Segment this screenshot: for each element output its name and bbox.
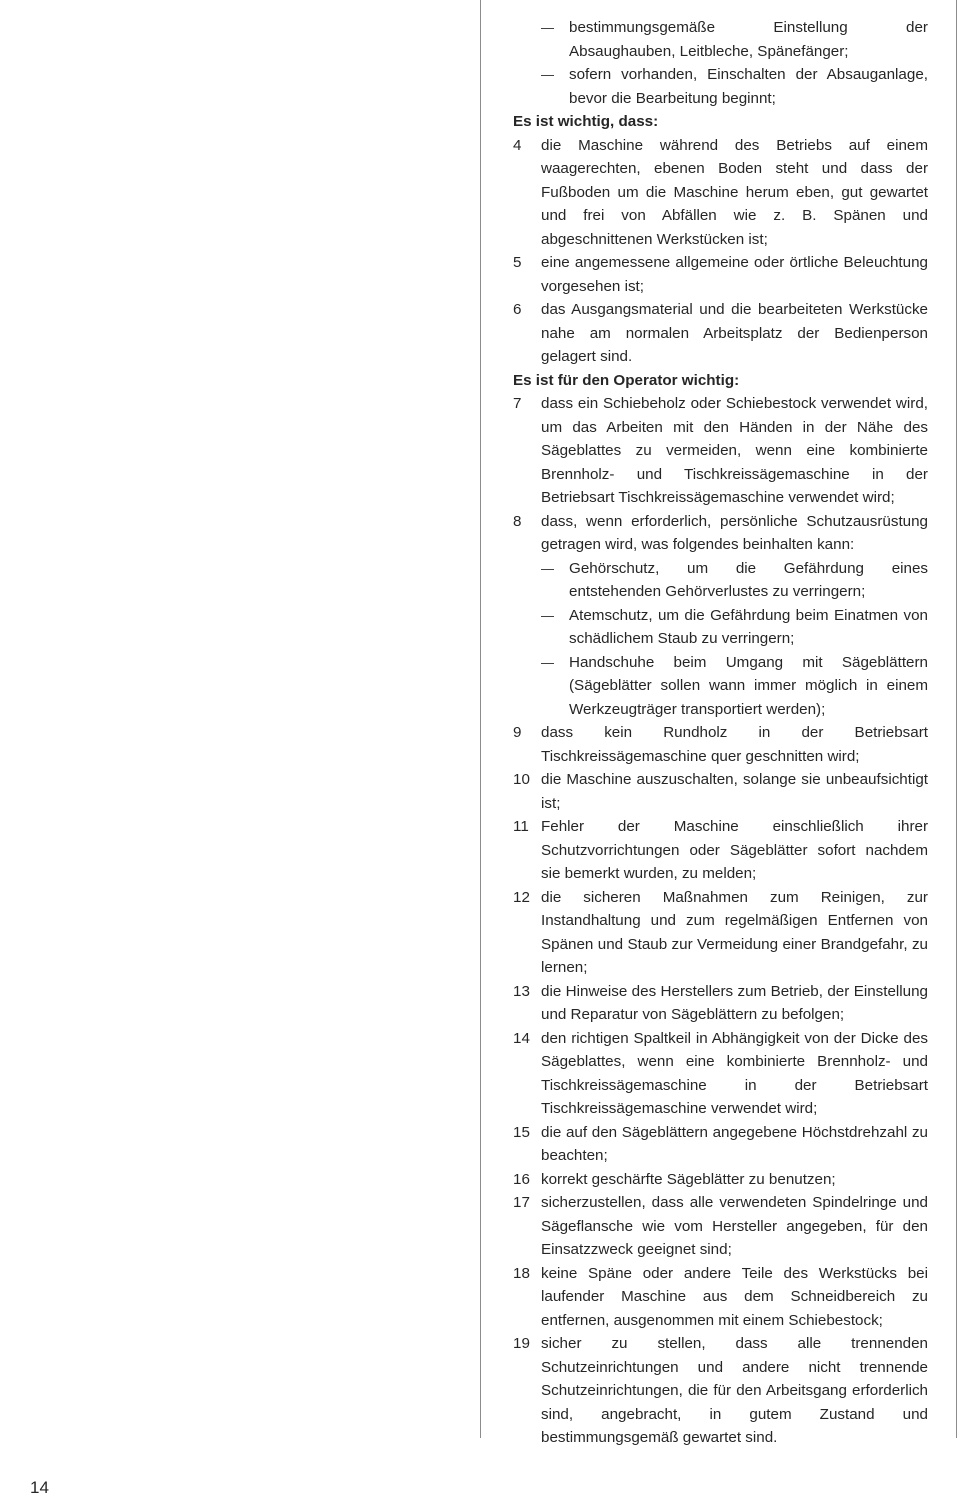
- item-number: 18: [513, 1264, 530, 1282]
- list-item: [513, 134, 928, 252]
- list-item-text: dass kein Rundholz in der Betriebsart Tischkreissägemaschine quer geschnitten wird;: [541, 724, 928, 765]
- list-item-text: die Hinweise des Herstellers zum Betrieb, der Einstellung und Reparatur von Sägeblättern zu befolgen;: [541, 982, 928, 1023]
- list-item-text: eine angemessene allgemeine oder örtliche Beleuchtung vorgesehen ist;: [541, 254, 928, 295]
- dash-bullet: [541, 651, 569, 675]
- section-heading: Es ist wichtig, dass:: [513, 113, 659, 130]
- item-number: 8: [513, 512, 522, 530]
- list-item-text: Handschuhe beim Umgang mit Sägeblättern (Sägeblätter sollen wann immer möglich in einem Werkzeugträger transportiert werden);: [569, 653, 928, 718]
- list-item: [513, 721, 928, 768]
- item-number: 17: [513, 1194, 530, 1211]
- list-item-text: keine Späne oder andere Teile des Werkstücks bei laufender Maschine aus dem Schneidbereich zu entfernen, ausgenommen mit einem Schiebestock;: [541, 1264, 928, 1329]
- list-item-text: Atemschutz, um die Gefährdung beim Einatmen von schädlichem Staub zu verringern;: [569, 606, 928, 647]
- item-number: 12: [513, 888, 530, 906]
- list-item: [513, 815, 928, 886]
- list-item-text: die auf den Sägeblättern angegebene Höchstdrehzahl zu beachten;: [541, 1123, 928, 1164]
- list-item: [513, 1027, 928, 1121]
- list-item-text: die sicheren Maßnahmen zum Reinigen, zur Instandhaltung und zum regelmäßigen Entfernen von Spänen und Staub zur Vermeidung einer Brandgefahr, zu lernen;: [541, 888, 928, 976]
- page-number: 14: [30, 1478, 49, 1497]
- list-item: [513, 63, 928, 110]
- dash-bullet: [541, 16, 569, 40]
- list-item: [513, 16, 928, 63]
- item-number: 6: [513, 301, 522, 318]
- sub-list: [513, 557, 928, 722]
- list-item: [513, 768, 928, 815]
- list-item-text: sicherzustellen, dass alle verwendeten Spindelringe und Sägeflansche wie vom Hersteller angegeben, für den Einsatzzweck geeignet sind;: [541, 1194, 928, 1258]
- list-item-text: die Maschine während des Betriebs auf einem waagerechten, ebenen Boden steht und dass der Fußboden um die Maschine herum eben, gut gewartet und frei von Abfällen wie z. B. Spänen und abgeschnittenen Werkstücken ist;: [541, 136, 928, 248]
- list-item: [513, 510, 928, 557]
- list-item: [513, 980, 928, 1027]
- list-item-text: dass, wenn erforderlich, persönliche Schutzausrüstung getragen wird, was folgendes beinhalten kann:: [541, 512, 928, 553]
- item-number: 19: [513, 1335, 530, 1352]
- sub-list-item: [513, 604, 928, 651]
- list-item: [513, 392, 928, 510]
- list-item-text: die Maschine auszuschalten, solange sie unbeaufsichtigt ist;: [541, 771, 928, 812]
- list-item-text: sicher zu stellen, dass alle trennenden Schutzeinrichtungen und andere nicht trennende Schutzeinrichtungen, die für den Arbeitsgang erforderlich sind, angebracht, in gutem Zustand und bestimmungsgemäß gewartet sind.: [541, 1335, 928, 1446]
- list-item-text: das Ausgangsmaterial und die bearbeiteten Werkstücke nahe am normalen Arbeitsplatz der Bedienperson gelagert sind.: [541, 301, 928, 365]
- list-item-text: sofern vorhanden, Einschalten der Absauganlage, bevor die Bearbeitung beginnt;: [569, 66, 928, 107]
- list-item: [513, 1332, 928, 1450]
- dash-bullet: [541, 63, 569, 87]
- list-item: [513, 1168, 928, 1192]
- list-item: [513, 251, 928, 298]
- item-number: 13: [513, 982, 530, 1000]
- dash-bullet: [541, 604, 569, 628]
- dash-bullet: [541, 557, 569, 581]
- item-number: 10: [513, 771, 530, 788]
- column-divider-left: [480, 0, 481, 1438]
- list-item-text: bestimmungsgemäße Einstellung der Absaughauben, Leitbleche, Spänefänger;: [569, 19, 928, 60]
- item-number: 14: [513, 1029, 530, 1047]
- section-heading: Es ist für den Operator wichtig:: [513, 371, 740, 389]
- item-number: 7: [513, 395, 522, 412]
- list-item-text: korrekt geschärfte Sägeblätter zu benutzen;: [541, 1170, 836, 1188]
- item-number: 4: [513, 136, 522, 154]
- numbered-list: [513, 721, 928, 1450]
- sub-list-item: [513, 557, 928, 604]
- item-number: 16: [513, 1170, 530, 1188]
- list-item-text: dass ein Schiebeholz oder Schiebestock verwendet wird, um das Arbeiten mit den Händen in der Nähe des Sägeblattes zu vermeiden, wenn eine kombinierte Brennholz- und Tischkreissägemaschine in der Betriebsart Tischkreissägemaschine verwendet wird;: [541, 395, 928, 506]
- list-item: [513, 1191, 928, 1262]
- list-item: [513, 886, 928, 980]
- sub-list-item: [513, 651, 928, 722]
- item-number: 5: [513, 254, 522, 271]
- numbered-list: [513, 134, 928, 369]
- item-number: 11: [513, 818, 529, 835]
- list-item-text: den richtigen Spaltkeil in Abhängigkeit von der Dicke des Sägeblattes, wenn eine kombinierte Brennholz- und Tischkreissägemaschine in der Betriebsart Tischkreissägemaschine verwendet wird;: [541, 1029, 928, 1117]
- list-item-text: Gehörschutz, um die Gefährdung eines entstehenden Gehörverlustes zu verringern;: [569, 559, 928, 600]
- list-item: [513, 1121, 928, 1168]
- list-item: [513, 1262, 928, 1333]
- list-item: [513, 298, 928, 369]
- item-number: 15: [513, 1123, 530, 1141]
- list-item-text: Fehler der Maschine einschließlich ihrer Schutzvorrichtungen oder Sägeblätter sofort nachdem sie bemerkt wurden, zu melden;: [541, 818, 928, 882]
- column-divider-right: [956, 0, 957, 1438]
- text-column: [513, 16, 928, 1450]
- item-number: 9: [513, 724, 522, 741]
